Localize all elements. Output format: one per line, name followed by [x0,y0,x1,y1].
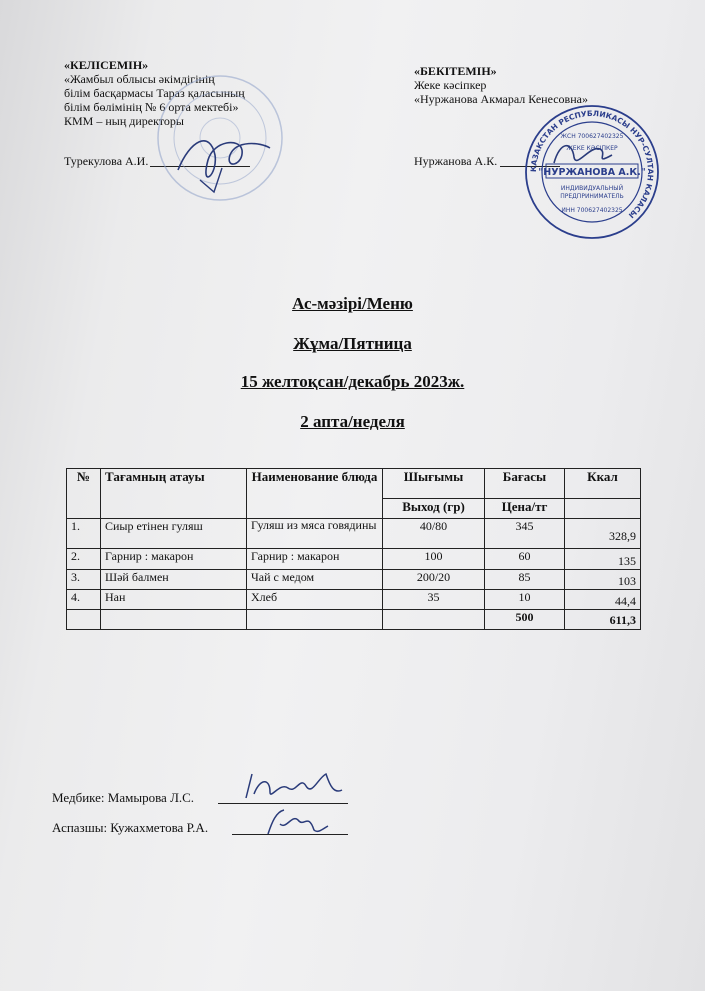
left-header-line: білім басқармасы Тараз қаласының [64,86,245,100]
row-name-kz: Нан [101,590,247,610]
nurse-signer: Медбике: Мамырова Л.С. [52,790,195,805]
row-name-ru: Гуляш из мяса говядины [247,519,383,549]
row-kcal: 328,9 [565,519,641,549]
row-yield: 35 [383,590,485,610]
menu-title: Ас-мәзірі/Меню [292,294,413,313]
row-no: 3. [67,570,101,590]
header-name-ru: Наименование блюда [247,469,383,519]
right-header [414,64,644,106]
row-kcal: 44,4 [565,590,641,610]
row-name-kz: Шәй балмен [101,570,247,590]
row-name-ru: Гарнир : макарон [247,549,383,570]
left-signature [170,120,280,200]
nurse-signature [240,768,350,808]
right-header-line: Жеке кәсіпкер [414,78,487,92]
left-header-title: «КЕЛІСЕМІН» [64,58,149,72]
svg-text:ЖЕКЕ КӘСІПКЕР: ЖЕКЕ КӘСІПКЕР [566,145,618,152]
table-row [67,549,641,570]
table-row [67,590,641,610]
right-header-title: «БЕКІТЕМІН» [414,64,497,78]
row-no: 2. [67,549,101,570]
svg-text:ИНН 700627402325: ИНН 700627402325 [561,207,623,214]
header-kcal-empty [565,499,641,519]
header-yield-ru: Выход (гр) [383,499,485,519]
row-yield: 100 [383,549,485,570]
header-price-ru: Цена/тг [485,499,565,519]
table-row [67,519,641,549]
right-signature [550,135,620,175]
row-yield: 40/80 [383,519,485,549]
left-header-line: КММ – ның директоры [64,114,184,128]
right-signer: Нуржанова А.К. [414,154,498,168]
svg-text:ИНДИВИДУАЛЬНЫЙ: ИНДИВИДУАЛЬНЫЙ [560,185,624,192]
svg-text:ПРЕДПРИНИМАТЕЛЬ: ПРЕДПРИНИМАТЕЛЬ [560,193,624,200]
row-name-kz: Сиыр етінен гуляш [101,519,247,549]
row-price: 345 [485,519,565,549]
table-total-row [67,610,641,630]
total-price: 500 [485,610,565,630]
row-price: 85 [485,570,565,590]
total-kcal: 611,3 [565,610,641,630]
total-empty [67,610,101,630]
left-header-line: «Жамбыл облысы әкімдігінің [64,72,215,86]
right-header-line: «Нуржанова Акмарал Кенесовна» [414,92,588,106]
week-title: 2 апта/неделя [300,412,405,431]
total-empty [247,610,383,630]
row-no: 1. [67,519,101,549]
row-no: 4. [67,590,101,610]
total-empty [383,610,485,630]
table-row [67,570,641,590]
header-yield-kz: Шығымы [383,469,485,499]
row-yield: 200/20 [383,570,485,590]
svg-text:КАЗАКСТАН РЕСПУБЛИКАСЫ НУР-СУЛ: КАЗАКСТАН РЕСПУБЛИКАСЫ НУР-СУЛТАН КАЛАСЫ [528,108,656,220]
weekday-title: Жұма/Пятница [293,334,412,353]
menu-table [66,468,641,630]
cook-signature [262,804,332,840]
header-name-kz: Тағамның атауы [101,469,247,519]
svg-text:"НУРЖАНОВА А.К.": "НУРЖАНОВА А.К." [538,167,646,178]
row-price: 10 [485,590,565,610]
cook-signer: Аспазшы: Кужахметова Р.А. [52,820,209,835]
row-price: 60 [485,549,565,570]
row-kcal: 103 [565,570,641,590]
left-header-line: білім бөлімінің № 6 орта мектебі» [64,100,239,114]
svg-text:ЖСН 700627402325: ЖСН 700627402325 [560,133,624,140]
header-price-kz: Бағасы [485,469,565,499]
total-empty [101,610,247,630]
date-title: 15 желтоқсан/декабрь 2023ж. [240,372,465,391]
header-no: № [67,469,101,519]
row-name-ru: Чай с медом [247,570,383,590]
header-kcal: Ккал [565,469,641,499]
row-kcal: 135 [565,549,641,570]
row-name-ru: Хлеб [247,590,383,610]
row-name-kz: Гарнир : макарон [101,549,247,570]
left-signer: Турекулова А.И. [64,154,149,168]
